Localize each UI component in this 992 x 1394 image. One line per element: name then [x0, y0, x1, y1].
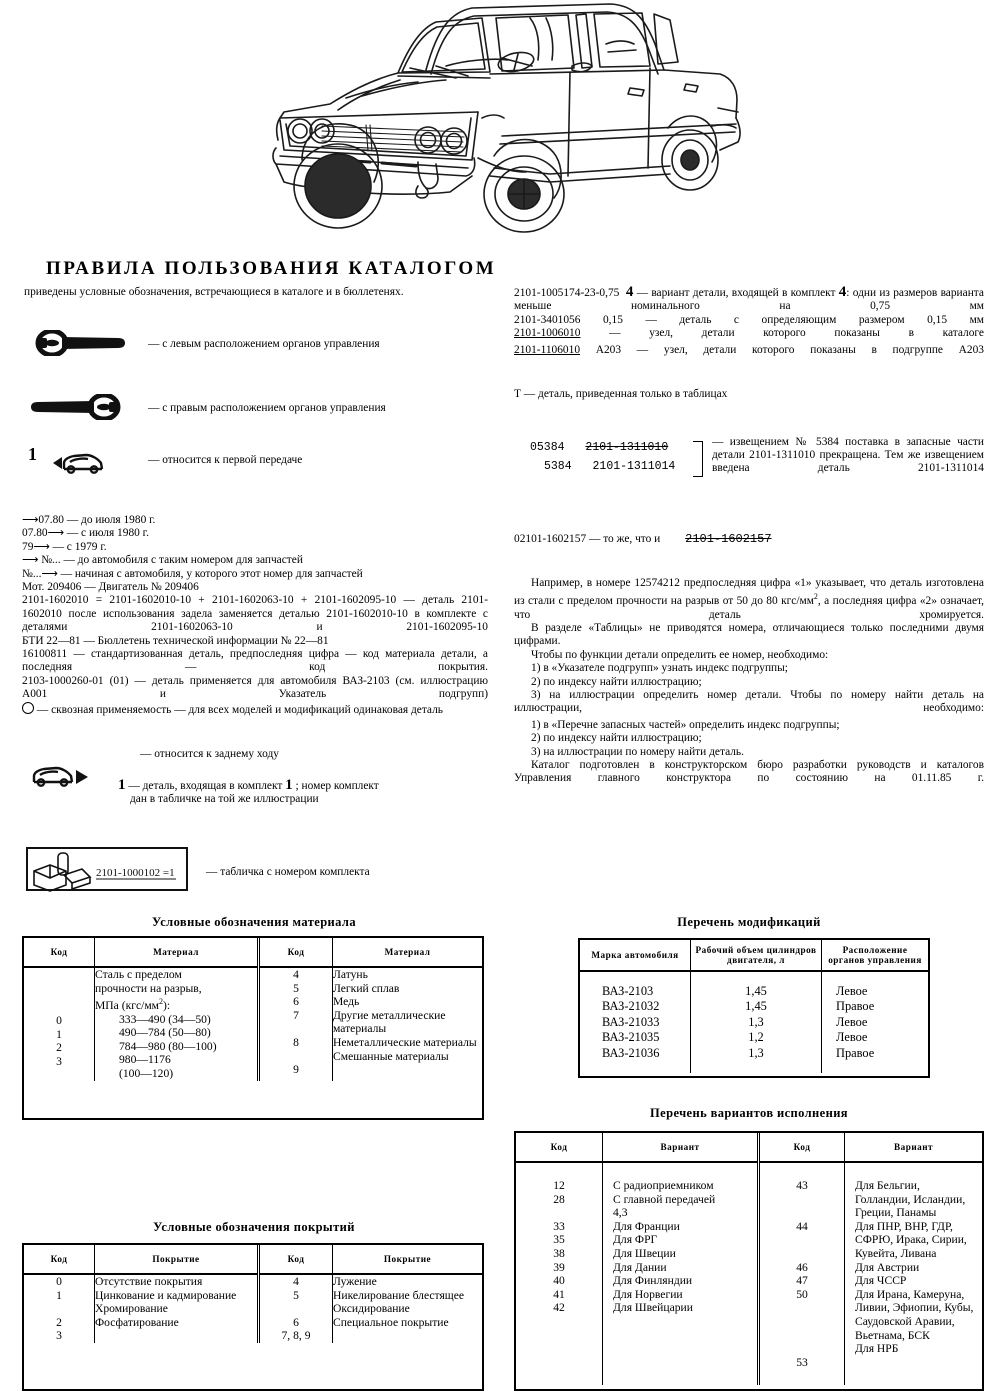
variants-right-variant-4: Для Ирана, Камеруна, Ливии, Эфиопии, Кубы, Саудовской Аравии, Вьетнама, БСК	[855, 1287, 974, 1342]
variant-line-1: 2101-3401056 0,15 — деталь с определяющим размером 0,15 мм	[514, 313, 984, 326]
materials-left-line-4: 490—784 (50—80)	[119, 1026, 211, 1040]
materials-right-material-5: Смешанные материалы	[333, 1049, 449, 1063]
abbrev-line-2: 79⟶ — с 1979 г.	[22, 540, 107, 553]
modifications-controls	[822, 971, 929, 1073]
plate-number-text: 2101-1000102 =1	[96, 867, 175, 879]
variants-header-code-2: Код	[759, 1133, 845, 1162]
variants-left-variant-8: Для Швейцарии	[613, 1301, 693, 1315]
explanation-paragraphs	[514, 577, 984, 786]
variant-line-0: 2101-1005174-23-0,75 4 — вариант детали, входящей в комплект 4: одни из размеров варианта меньше номинального на 0,75 мм	[514, 284, 984, 313]
variants-right-code-5: 53	[796, 1355, 808, 1369]
variants-header-row	[516, 1133, 982, 1162]
materials-left-code-0: 0	[56, 1014, 62, 1027]
coatings-right-code-0: 4	[293, 1275, 299, 1288]
variants-right-variant-3: Для ЧССР	[855, 1274, 907, 1288]
modifications-model-1: ВАЗ-21032	[602, 999, 660, 1014]
coatings-left-code-2: 2	[56, 1315, 62, 1329]
modifications-model-2: ВАЗ-21033	[602, 1014, 660, 1029]
variants-left-code-3: 35	[553, 1233, 565, 1247]
paragraph-3: 1) в «Указателе подгрупп» узнать индекс подгруппы;	[531, 662, 788, 675]
variants-left-code-6: 40	[553, 1274, 565, 1288]
table-only-note: Т — деталь, приведенная только в таблицах	[514, 388, 728, 400]
modifications-volume-3: 1,2	[748, 1030, 764, 1045]
variants-left-variant-3: Для ФРГ	[613, 1233, 658, 1247]
variants-right-variants	[845, 1162, 983, 1385]
variants-header-variant-1: Вариант	[603, 1133, 759, 1162]
variants-left-variant-2: Для Франции	[613, 1219, 680, 1233]
modifications-volume-4: 1,3	[748, 1045, 764, 1060]
modifications-table-title: Перечень модификаций	[677, 915, 821, 929]
notice-row-1	[530, 457, 710, 476]
kit-note-text-1: — деталь, входящая в комплект	[128, 780, 286, 792]
plate-label: — табличка с номером комплекта	[206, 866, 370, 878]
materials-left-code-1: 1	[56, 1027, 62, 1041]
coatings-left-coating	[95, 1274, 259, 1343]
variants-right-code-4: 50	[796, 1287, 808, 1301]
materials-left-code-2: 2	[56, 1041, 62, 1055]
coatings-header-coating-2: Покрытие	[333, 1245, 483, 1274]
kit-note-text-3: дан в табличке на той же иллюстрации	[130, 793, 319, 806]
materials-right-material-3: Другие металлические материалы	[333, 1008, 446, 1036]
materials-right-material-4: Неметаллические материалы	[333, 1035, 477, 1049]
abbrev-line-4: №...⟶ — начиная с автомобиля, у которого этот номер для запчастей	[22, 567, 363, 580]
paragraph-7: 2) по индексу найти иллюстрацию;	[531, 732, 702, 745]
materials-table-grid	[24, 938, 482, 1081]
notice-brace	[693, 441, 703, 477]
materials-table-title: Условные обозначения материала	[152, 915, 356, 929]
variants-table	[514, 1131, 984, 1391]
paragraph-1: В разделе «Таблицы» не приводятся номера, отличающиеся только последними двумя цифрами.	[514, 622, 984, 648]
coatings-table-grid	[24, 1245, 482, 1343]
materials-left-codes	[24, 967, 95, 1081]
first-gear-label: — относится к первой передаче	[148, 454, 303, 466]
variants-header-code-1: Код	[516, 1133, 603, 1162]
variants-right-variant-1: Для ПНР, ВНР, ГДР, СФРЮ, Ирака, Сирии, Кувейта, Ливана	[855, 1219, 967, 1260]
materials-right-material-2: Медь	[333, 995, 360, 1009]
modifications-control-2: Левое	[836, 1014, 868, 1029]
intro-paragraph: приведены условные обозначения, встречающиеся в каталоге и в бюллетенях.	[24, 286, 404, 298]
materials-right-code-4: 8	[293, 1035, 299, 1049]
materials-header-row	[24, 938, 482, 967]
paragraph-2: Чтобы по функции детали определить ее номер, необходимо:	[531, 648, 829, 661]
modifications-control-1: Правое	[836, 999, 875, 1014]
car-reverse-gear-icon	[28, 760, 90, 788]
abbrev-line-6: 2101-1602010 = 2101-1602010-10 + 2101-1602063-10 + 2101-1602095-10 — деталь 2101-1602010 после использования задела заменяется деталью 2101-1602010-10 в комплекте с деталями 2101-1602063-10 и 2101-1602095-10	[22, 594, 488, 634]
coatings-left-coating-2: Хромирование	[95, 1302, 168, 1316]
kit-note-text-2: ; номер комплект	[295, 780, 379, 792]
notice-row-0	[530, 438, 710, 457]
materials-left-line-3: 333—490 (34—50)	[119, 1012, 211, 1026]
kit-digit-2: 1	[285, 777, 293, 793]
kit-digit-1: 1	[118, 777, 126, 793]
variant-line-2: 2101-1006010 — узел, детали которого показаны в каталоге	[514, 327, 984, 340]
materials-left-line-2: МПа $(кгс/мм^2)$:	[95, 997, 171, 1013]
modifications-table-grid	[580, 940, 928, 1073]
variants-left-variant-0: С радиоприемником	[613, 1179, 714, 1192]
coatings-left-code-1: 1	[56, 1288, 62, 1302]
modifications-volumes	[691, 971, 822, 1073]
modifications-header-row	[580, 940, 928, 971]
car-first-gear-icon	[50, 449, 106, 475]
materials-header-material-1: Материал	[95, 938, 259, 967]
abbrev-line-8: 16100811 — стандартизованная деталь, предпоследняя цифра — код материала детали, а последняя — код покрытия.	[22, 648, 488, 674]
variants-right-variant-0: Для Бельгии, Голландии, Исландии, Греции, Панамы	[855, 1179, 966, 1220]
variants-left-variants	[603, 1162, 759, 1385]
paragraph-8: 3) на иллюстрации по номеру найти деталь.	[531, 745, 744, 758]
notice-part-0: 2101-1311010	[585, 441, 669, 454]
variants-left-variant-4: Для Швеции	[613, 1246, 676, 1260]
coatings-right-coating-1: Никелирование блестящее	[333, 1288, 465, 1302]
variants-right-code-0: 43	[796, 1179, 808, 1192]
kit-number-plate-icon	[24, 845, 190, 893]
coatings-right-coating-3: Специальное покрытие	[333, 1315, 449, 1329]
materials-body-row	[24, 967, 482, 1081]
steering-wheel-left-icon	[28, 330, 128, 356]
modifications-models	[580, 971, 691, 1073]
coatings-left-code-3: 3	[56, 1329, 62, 1343]
materials-left-line-1: прочности на разрыв,	[95, 981, 202, 995]
variants-left-variant-7: Для Норвегии	[613, 1287, 683, 1301]
coatings-right-coating	[333, 1274, 483, 1343]
materials-right-code-5: 9	[293, 1063, 299, 1077]
variant-line-3: 2101-1106010 А203 — узел, детали которого показаны в подгруппе А203	[514, 343, 984, 356]
variants-left-code-0: 12	[553, 1179, 565, 1192]
variants-body-row	[516, 1162, 982, 1385]
coatings-right-codes	[259, 1274, 333, 1343]
coatings-header-code-1: Код	[24, 1245, 95, 1274]
kit-part-note	[118, 779, 482, 807]
notice-explanation: — извещением № 5384 поставка в запасные части детали 2101-1311010 прекращена. Тем же извещением введена деталь 2101-1311014	[712, 436, 984, 475]
coatings-table-title: Условные обозначения покрытий	[153, 1220, 355, 1234]
paragraph-9: Каталог подготовлен в конструкторском бюро разработки руководств и каталогов Управления главного конструктора по состоянию на 01.11.85 г.	[514, 759, 984, 785]
variants-left-code-2: 33	[553, 1219, 565, 1233]
variants-left-variant-1: С главной передачей 4,3	[613, 1192, 716, 1220]
materials-right-codes	[259, 967, 333, 1081]
materials-table	[22, 936, 484, 1120]
notice-code-0: 05384	[530, 441, 565, 454]
paragraph-5: 3) на иллюстрации определить номер детали. Чтобы по номеру найти деталь на иллюстрации, необходимо:	[514, 689, 984, 715]
coatings-left-coating-0: Отсутствие покрытия	[95, 1275, 203, 1288]
variants-right-codes	[759, 1162, 845, 1385]
paragraph-6: 1) в «Перечне запасных частей» определить индекс подгруппы;	[531, 718, 840, 731]
variants-right-code-2: 46	[796, 1260, 808, 1274]
same-as-line	[514, 533, 984, 546]
modifications-header-volume: Рабочий объем цилиндров двигателя, л	[691, 940, 822, 971]
notice-part-1: 2101-1311014	[592, 460, 676, 473]
modifications-table	[578, 938, 930, 1078]
coatings-right-code-3: 7, 8, 9	[281, 1329, 311, 1343]
variants-left-variant-5: Для Дании	[613, 1260, 667, 1274]
materials-left-material	[95, 967, 259, 1081]
variants-left-code-5: 39	[553, 1260, 565, 1274]
abbrev-line-1: 07.80⟶ — с июля 1980 г.	[22, 527, 149, 540]
modifications-volume-2: 1,3	[748, 1014, 764, 1029]
coatings-body-row	[24, 1274, 482, 1343]
modifications-model-0: ВАЗ-2103	[602, 984, 654, 998]
variants-left-codes	[516, 1162, 603, 1385]
coatings-left-codes	[24, 1274, 95, 1343]
page-title: ПРАВИЛА ПОЛЬЗОВАНИЯ КАТАЛОГОМ	[46, 258, 497, 279]
abbrev-line-7: БТИ 22—81 — Бюллетень технической информации № 22—81	[22, 634, 329, 647]
variants-left-code-8: 42	[553, 1301, 565, 1315]
materials-left-line-7: (100—120)	[119, 1067, 174, 1081]
abbrev-line-5: Мот. 209406 — Двигатель № 209406	[22, 581, 199, 594]
abbrev-line-3: ⟶ №... — до автомобиля с таким номером для запчастей	[22, 554, 303, 567]
coatings-table	[22, 1243, 484, 1391]
variants-left-code-7: 41	[553, 1287, 565, 1301]
materials-right-code-3: 7	[293, 1008, 299, 1022]
steering-wheel-left-label: — с левым расположением органов управления	[148, 338, 380, 350]
materials-right-code-0: 4	[293, 968, 299, 981]
coatings-right-code-1: 5	[293, 1288, 299, 1302]
materials-right-material	[333, 967, 483, 1081]
variants-right-code-3: 47	[796, 1274, 808, 1288]
variants-left-code-1: 28	[553, 1192, 565, 1206]
variant-block	[514, 286, 984, 357]
steering-wheel-right-icon	[28, 394, 128, 420]
materials-header-code-2: Код	[259, 938, 333, 967]
notice-codes-block	[530, 438, 710, 476]
variants-right-variant-5: Для НРБ	[855, 1342, 899, 1356]
modifications-header-controls: Расположение органов управления	[822, 940, 929, 971]
materials-right-material-1: Легкий сплав	[333, 981, 400, 995]
modifications-control-3: Левое	[836, 1030, 868, 1045]
materials-left-line-0: Сталь с пределом	[95, 968, 182, 981]
coatings-header-code-2: Код	[259, 1245, 333, 1274]
abbrev-line-10: — сквозная применяемость — для всех моделей и модификаций одинаковая деталь	[22, 702, 488, 717]
coatings-right-coating-2: Оксидирование	[333, 1302, 410, 1316]
abbreviations-block	[22, 514, 488, 717]
abbrev-line-0: ⟶07.80 — до июля 1980 г.	[22, 514, 156, 526]
coatings-left-code-0: 0	[56, 1275, 62, 1288]
variants-left-variant-6: Для Финляндии	[613, 1274, 693, 1288]
coatings-right-code-2: 6	[293, 1315, 299, 1329]
materials-right-code-1: 5	[293, 981, 299, 995]
variants-table-grid	[516, 1133, 982, 1385]
variants-left-code-4: 38	[553, 1246, 565, 1260]
variants-right-variant-2: Для Австрии	[855, 1260, 920, 1274]
modifications-model-4: ВАЗ-21036	[602, 1045, 660, 1060]
steering-wheel-right-label: — с правым расположением органов управления	[148, 402, 386, 414]
modifications-control-0: Левое	[836, 984, 868, 998]
abbrev-line-9: 2103-1000260-01 (01) — деталь применяется для автомобиля ВАЗ-2103 (см. иллюстрацию А001 и Указатель подгрупп)	[22, 674, 488, 701]
modifications-control-4: Правое	[836, 1045, 875, 1060]
notice-code-1: 5384	[544, 460, 572, 473]
modifications-volume-1: 1,45	[745, 999, 767, 1014]
coatings-header-row	[24, 1245, 482, 1274]
materials-header-code-1: Код	[24, 938, 95, 967]
materials-right-material-0: Латунь	[333, 968, 368, 981]
materials-left-line-5: 784—980 (80—100)	[119, 1039, 217, 1053]
modifications-header-model: Марка автомобиля	[580, 940, 691, 971]
vaz-2103-car-illustration	[250, 0, 750, 248]
materials-left-line-6: 980—1176	[119, 1053, 171, 1067]
paragraph-0: Например, в номере 12574212 предпоследняя цифра «1» указывает, что деталь изготовлена из стали с пределом прочности на разрыв от 50 до 80 кгс/$мм^2$, а последняя цифра «2» означает, что деталь хромируется.	[514, 577, 984, 621]
materials-right-code-2: 6	[293, 995, 299, 1009]
same-as-left: 02101-1602157 — то же, что и	[514, 533, 661, 545]
same-as-right: 2101-1602157	[685, 532, 772, 546]
materials-header-material-2: Материал	[333, 938, 483, 967]
through-applicability-circle-icon	[22, 702, 34, 714]
coatings-header-coating-1: Покрытие	[95, 1245, 259, 1274]
modifications-volume-0: 1,45	[745, 984, 767, 998]
coatings-right-coating-0: Лужение	[333, 1275, 377, 1288]
paragraph-4: 2) по индексу найти иллюстрацию;	[531, 675, 702, 688]
variants-header-variant-2: Вариант	[845, 1133, 983, 1162]
coatings-left-coating-1: Цинкование и кадмирование	[95, 1288, 237, 1302]
variants-table-title: Перечень вариантов исполнения	[650, 1106, 848, 1120]
variants-right-code-1: 44	[796, 1219, 808, 1233]
modifications-body-row	[580, 971, 928, 1073]
reverse-gear-label: — относится к заднему ходу	[140, 748, 280, 760]
materials-left-code-3: 3	[56, 1054, 62, 1068]
coatings-left-coating-3: Фосфатирование	[95, 1315, 179, 1329]
modifications-model-3: ВАЗ-21035	[602, 1030, 660, 1045]
first-gear-digit: 1	[28, 444, 37, 464]
